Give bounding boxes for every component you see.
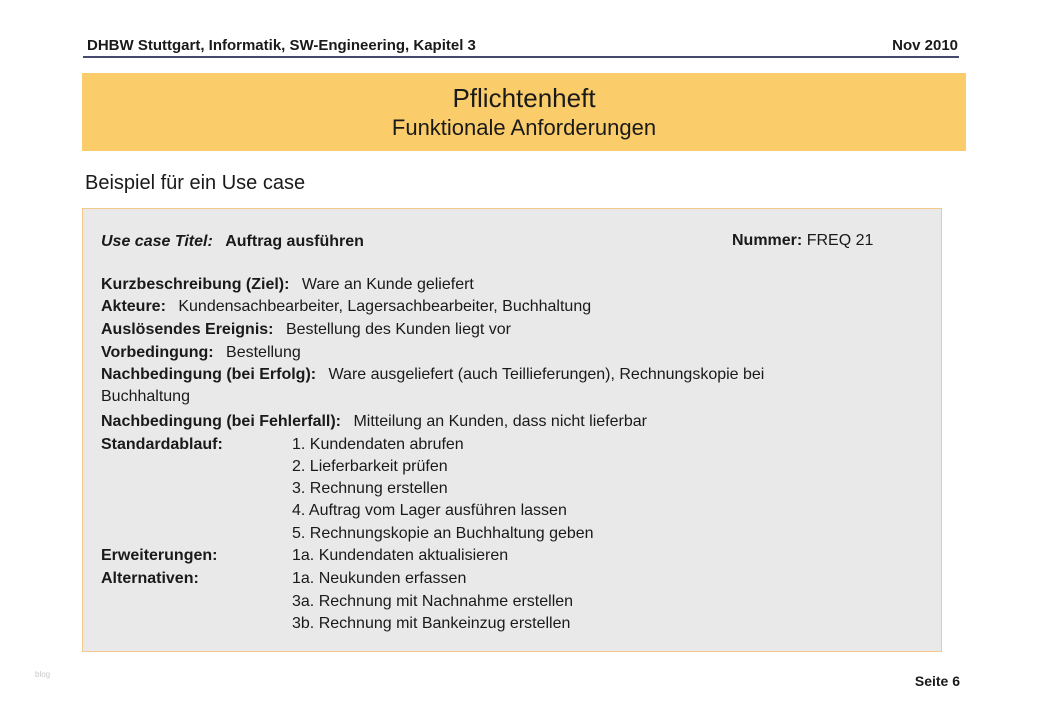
use-case-title-row — [101, 232, 364, 252]
number-label: Nummer: — [732, 232, 803, 249]
nachbedingung-fehler-row — [101, 412, 647, 432]
title-band — [82, 73, 966, 151]
nachbedingung-fehler-value: Mitteilung an Kunden, dass nicht lieferbar — [353, 413, 647, 430]
standardablauf-step: 5. Rechnungskopie an Buchhaltung geben — [292, 525, 594, 542]
page-number: Seite 6 — [914, 673, 960, 689]
watermark: blog — [35, 670, 51, 679]
nachbedingung-erfolg-row — [101, 365, 764, 385]
akteure-label: Akteure: — [101, 298, 166, 315]
standardablauf-label: Standardablauf: — [101, 436, 223, 453]
nachbedingung-erfolg-value: Ware ausgeliefert (auch Teillieferungen), Rechnungskopie bei — [328, 366, 765, 383]
header-rule — [83, 56, 959, 58]
vorbedingung-value: Bestellung — [226, 344, 301, 361]
ereignis-value: Bestellung des Kunden liegt vor — [285, 321, 511, 338]
slide-title: Pflichtenheft — [452, 83, 596, 113]
vorbedingung-row — [101, 343, 301, 363]
akteure-value: Kundensachbearbeiter, Lagersachbearbeiter, Buchhaltung — [178, 298, 592, 315]
header-left: DHBW Stuttgart, Informatik, SW-Engineering, Kapitel 3 — [87, 37, 476, 54]
use-case-title-label: Use case Titel: — [101, 233, 213, 250]
ereignis-row — [101, 320, 511, 340]
vorbedingung-label: Vorbedingung: — [101, 344, 214, 361]
kurzbeschreibung-row — [101, 275, 474, 295]
number-value: FREQ 21 — [806, 232, 874, 249]
alternativen-label: Alternativen: — [101, 570, 199, 587]
standardablauf-step: 2. Lieferbarkeit prüfen — [292, 458, 448, 475]
number-row — [732, 232, 873, 250]
standardablauf-step: 1. Kundendaten abrufen — [292, 436, 464, 453]
standardablauf-step: 4. Auftrag vom Lager ausführen lassen — [292, 502, 567, 519]
slide-subtitle: Funktionale Anforderungen — [391, 115, 657, 140]
nachbedingung-fehler-label: Nachbedingung (bei Fehlerfall): — [101, 413, 342, 430]
ereignis-label: Auslösendes Ereignis: — [101, 321, 274, 338]
nachbedingung-erfolg-label: Nachbedingung (bei Erfolg): — [101, 366, 317, 383]
use-case-title-value: Auftrag ausführen — [225, 233, 364, 250]
akteure-row — [101, 297, 591, 317]
erweiterungen-label: Erweiterungen: — [101, 547, 218, 564]
kurzbeschreibung-value: Ware an Kunde geliefert — [301, 276, 474, 293]
alternativen-step: 3b. Rechnung mit Bankeinzug erstellen — [292, 615, 571, 632]
use-case-box — [82, 208, 942, 652]
erweiterungen-step: 1a. Kundendaten aktualisieren — [292, 547, 509, 564]
nachbedingung-erfolg-continued: Buchhaltung — [101, 388, 190, 405]
alternativen-step: 1a. Neukunden erfassen — [292, 570, 467, 587]
standardablauf-step: 3. Rechnung erstellen — [292, 480, 448, 497]
header-date: Nov 2010 — [892, 37, 958, 54]
alternativen-step: 3a. Rechnung mit Nachnahme erstellen — [292, 593, 574, 610]
kurzbeschreibung-label: Kurzbeschreibung (Ziel): — [101, 276, 290, 293]
section-heading: Beispiel für ein Use case — [85, 172, 306, 194]
